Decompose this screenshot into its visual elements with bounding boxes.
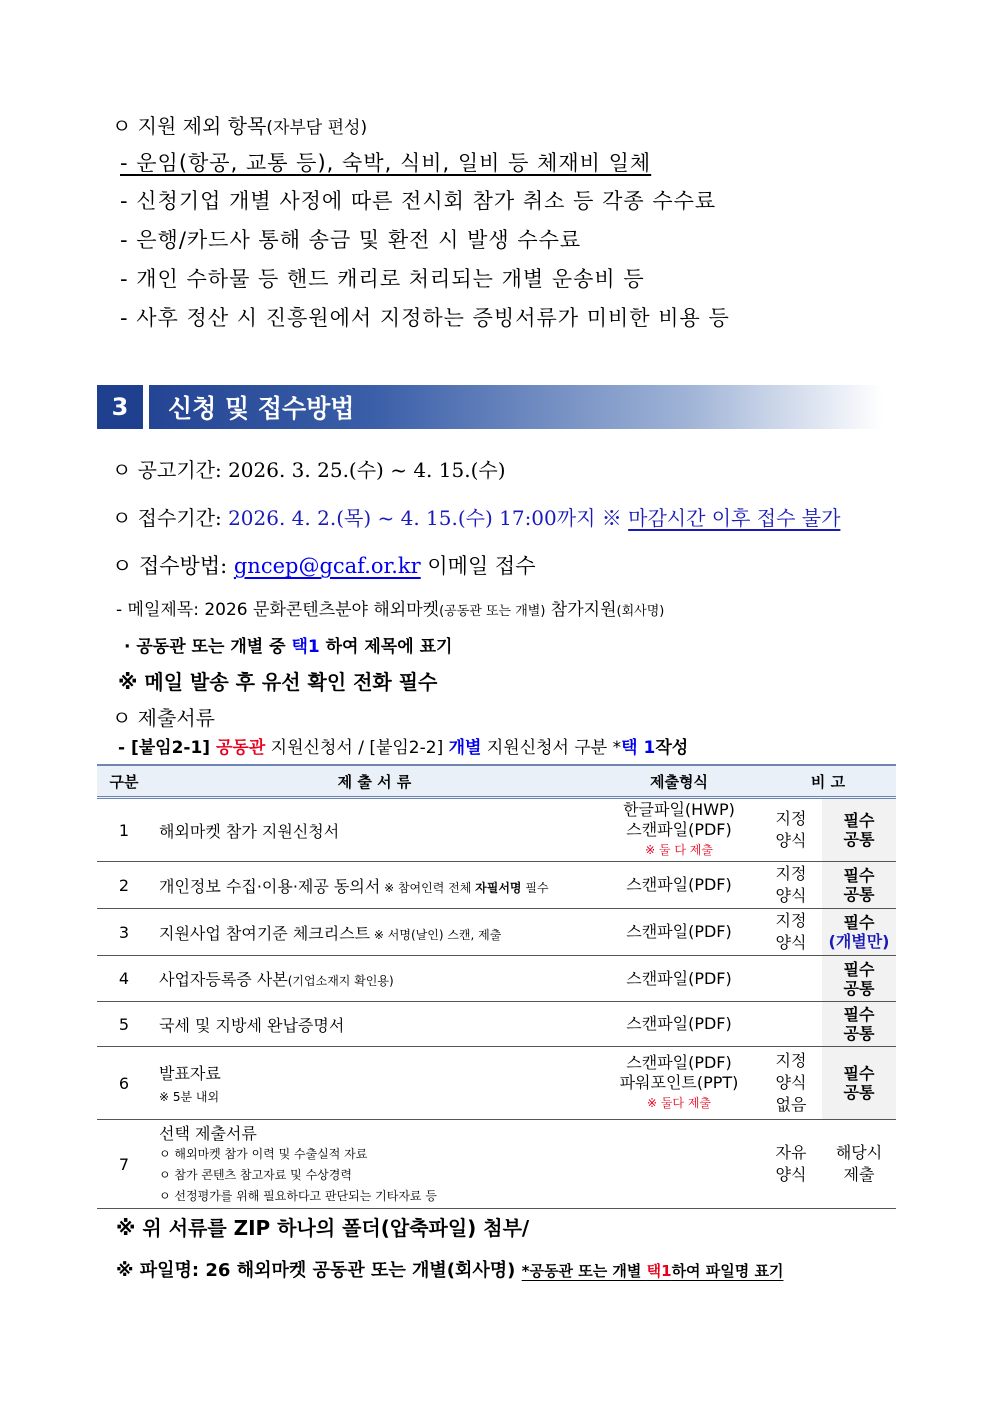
requirement-text [822, 1120, 896, 1209]
document-format: 스캔파일(PDF) [598, 909, 760, 956]
document-format [598, 798, 760, 862]
document-format: 스캔파일(PDF) [598, 862, 760, 909]
documents-guide-individual: 개별 [448, 738, 482, 758]
col-header-format: 제출형식 [598, 765, 760, 798]
document-note: 필수 [521, 880, 549, 895]
format-note: ※ 둘다 제출 [646, 1096, 712, 1110]
document-title: 사업자등록증 사본 [159, 970, 288, 989]
notice-period [112, 454, 506, 483]
document-title: 선택 제출서류 [159, 1124, 257, 1143]
requirement-badge [822, 909, 896, 956]
row-number: 3 [97, 909, 151, 956]
row-number: 7 [97, 1120, 151, 1209]
filename-note-main: ※ 파일명: 26 해외마켓 공동관 또는 개별(회사명) [116, 1260, 522, 1281]
document-note: ※ 참여인력 전체 [380, 880, 476, 895]
template-type [760, 798, 822, 862]
document-format: 스캔파일(PDF) [598, 956, 760, 1002]
filename-sub-highlight: 택1 [646, 1262, 672, 1280]
table-row [97, 798, 896, 862]
receipt-method-suffix: 이메일 접수 [420, 554, 536, 578]
requirement-line: 필수 [843, 1005, 875, 1024]
template-line: 지정 [775, 1051, 807, 1070]
exclusion-heading [112, 110, 367, 139]
requirement-badge [822, 862, 896, 909]
notice-period-label: ㅇ 공고기간: [112, 458, 229, 482]
row-number: 4 [97, 956, 151, 1002]
document-title: 지원사업 참여기준 체크리스트 [159, 923, 371, 943]
exclusion-item-5: - 사후 정산 시 진흥원에서 지정하는 증빙서류가 미비한 비용 등 [120, 306, 730, 330]
document-note: (기업소재지 확인용) [287, 974, 394, 988]
documents-guide-write: 작성 [655, 738, 689, 758]
document-title: 개인정보 수집·이용·제공 동의서 [159, 876, 381, 896]
document-name [151, 956, 598, 1002]
row-number: 2 [97, 862, 151, 909]
format-note: ※ 둘 다 제출 [645, 843, 713, 857]
table-row [97, 956, 896, 1002]
table-row [97, 1047, 896, 1120]
exclusion-heading-main: ㅇ 지원 제외 항목 [112, 114, 267, 138]
col-header-documents: 제 출 서 류 [151, 765, 598, 798]
row-number: 6 [97, 1047, 151, 1120]
document-name [151, 862, 598, 909]
mail-subject-type: (공동관 또는 개별) [439, 604, 546, 619]
requirement-badge [822, 1002, 896, 1047]
choose-highlight: 택1 [291, 637, 320, 657]
requirement-line: (개별만) [828, 932, 890, 951]
exclusion-item-2: - 신청기업 개별 사정에 따른 전시회 참가 취소 등 각종 수수료 [120, 189, 717, 213]
document-name [151, 1120, 760, 1209]
document-name [151, 1047, 598, 1120]
template-line: 지정 [775, 911, 807, 930]
document-format [598, 1047, 760, 1120]
filename-note-sub [522, 1262, 784, 1280]
document-title: 발표자료 [159, 1064, 221, 1083]
receipt-period-label: ㅇ 접수기간: [112, 506, 229, 530]
requirement-line: 공통 [843, 830, 875, 849]
requirement-badge [822, 798, 896, 862]
receipt-period [112, 502, 840, 531]
requirement-badge [822, 1047, 896, 1120]
receipt-period-value: 2026. 4. 2.(목) ~ 4. 15.(수) 17:00까지 ※ [228, 506, 629, 530]
receipt-email-link[interactable]: gncep@gcaf.or.kr [233, 554, 421, 578]
mail-subject-company: (회사명) [616, 604, 665, 619]
document-name [151, 909, 598, 956]
template-type [760, 909, 822, 956]
receipt-deadline-warning: 마감시간 이후 접수 불가 [628, 506, 841, 530]
row-number: 1 [97, 798, 151, 862]
optional-docs-list [159, 1144, 759, 1207]
documents-guide-p5: 지원신청서 구분 * [481, 738, 622, 758]
document-name: 해외마켓 참가 지원신청서 [151, 798, 598, 862]
choose-pre: · 공동관 또는 개별 중 [124, 637, 292, 657]
list-item: ㅇ 해외마켓 참가 이력 및 수출실적 자료 [159, 1147, 368, 1161]
template-line: 양식 [775, 933, 807, 952]
format-line: 스캔파일(PDF) [626, 1053, 732, 1072]
document-name: 국세 및 지방세 완납증명서 [151, 1002, 598, 1047]
template-type [760, 1120, 822, 1209]
table-header-row [97, 765, 896, 798]
template-type [760, 1002, 822, 1047]
col-header-remarks: 비 고 [760, 765, 896, 798]
template-line: 양식 [775, 1073, 807, 1092]
document-note-bold: 자필서명 [475, 880, 522, 895]
template-line: 지정 [775, 809, 807, 828]
document-note: ※ 서명(날인) 스캔, 제출 [370, 927, 502, 942]
document-note: ※ 5분 내외 [159, 1090, 220, 1104]
requirement-line: 공통 [843, 1024, 875, 1043]
filename-sub-post: 하여 파일명 표기 [671, 1262, 784, 1280]
filename-note [116, 1256, 783, 1282]
mail-subject-instruction [124, 632, 452, 657]
section-title: 신청 및 접수방법 [168, 394, 355, 423]
format-line: 스캔파일(PDF) [626, 820, 732, 839]
requirement-badge [822, 956, 896, 1002]
table-row [97, 909, 896, 956]
section-number: 3 [97, 385, 143, 429]
mail-subject-line [116, 595, 664, 620]
requirement-line: 필수 [843, 811, 875, 830]
receipt-method-label: ㅇ 접수방법: [112, 554, 234, 578]
zip-attach-note: ※ 위 서류를 ZIP 하나의 폴더(압축파일) 첨부/ [116, 1216, 530, 1240]
requirement-line: 필수 [843, 866, 875, 885]
requirement-line: 필수 [843, 959, 875, 979]
requirement-line: 제출 [843, 1165, 875, 1184]
mail-subject-mid: 참가지원 [545, 600, 617, 620]
template-type [760, 862, 822, 909]
list-item: ㅇ 참가 콘텐츠 참고자료 및 수상경력 [159, 1168, 352, 1182]
document-format: 스캔파일(PDF) [598, 1002, 760, 1047]
documents-table [97, 764, 896, 1209]
template-line: 지정 [775, 864, 807, 883]
documents-guide-choose: 택 1 [621, 738, 656, 758]
filename-sub-pre: *공동관 또는 개별 [521, 1262, 647, 1280]
table-row [97, 1002, 896, 1047]
template-line: 자유 [775, 1143, 807, 1162]
mail-subject-prefix: - 메일제목: 2026 문화콘텐츠분야 해외마켓 [116, 600, 440, 620]
template-line: 양식 [775, 831, 807, 850]
template-line: 없음 [775, 1095, 807, 1114]
requirement-line: 해당시 [835, 1143, 883, 1162]
call-confirm-note: ※ 메일 발송 후 유선 확인 전화 필수 [118, 670, 438, 694]
requirement-line: 필수 [843, 1064, 875, 1083]
list-item: ㅇ 선정평가를 위해 필요하다고 판단되는 기타자료 등 [159, 1189, 437, 1203]
exclusion-item-4: - 개인 수하물 등 핸드 캐리로 처리되는 개별 운송비 등 [120, 267, 645, 291]
receipt-method [112, 550, 535, 580]
table-row [97, 862, 896, 909]
requirement-line: 공통 [843, 978, 875, 998]
notice-period-value: 2026. 3. 25.(수) ~ 4. 15.(수) [228, 458, 506, 482]
template-line: 양식 [775, 1165, 807, 1184]
exclusion-item-3: - 은행/카드사 통해 송금 및 환전 시 발생 수수료 [120, 228, 582, 252]
documents-heading: ㅇ 제출서류 [112, 706, 215, 730]
format-line: 파워포인트(PPT) [619, 1073, 739, 1092]
documents-guide-p1: - [붙임2-1] [118, 738, 216, 758]
template-line: 양식 [775, 886, 807, 905]
documents-guide-joint: 공동관 [216, 738, 266, 758]
format-line: 한글파일(HWP) [623, 800, 735, 819]
requirement-line: 공통 [843, 885, 875, 904]
template-type [760, 1047, 822, 1120]
template-type [760, 956, 822, 1002]
table-row [97, 1120, 896, 1209]
row-number: 5 [97, 1002, 151, 1047]
documents-guide [118, 733, 688, 758]
section-divider [143, 385, 149, 429]
exclusion-item-1: - 운임(항공, 교통 등), 숙박, 식비, 일비 등 체재비 일체 [120, 151, 652, 175]
col-header-category: 구분 [97, 765, 151, 798]
exclusion-heading-sub: (자부담 편성) [266, 118, 368, 138]
requirement-line: 필수 [843, 913, 875, 932]
documents-guide-p3: 지원신청서 / [붙임2-2] [265, 738, 449, 758]
choose-post: 하여 제목에 표기 [319, 637, 453, 657]
requirement-line: 공통 [843, 1083, 875, 1102]
